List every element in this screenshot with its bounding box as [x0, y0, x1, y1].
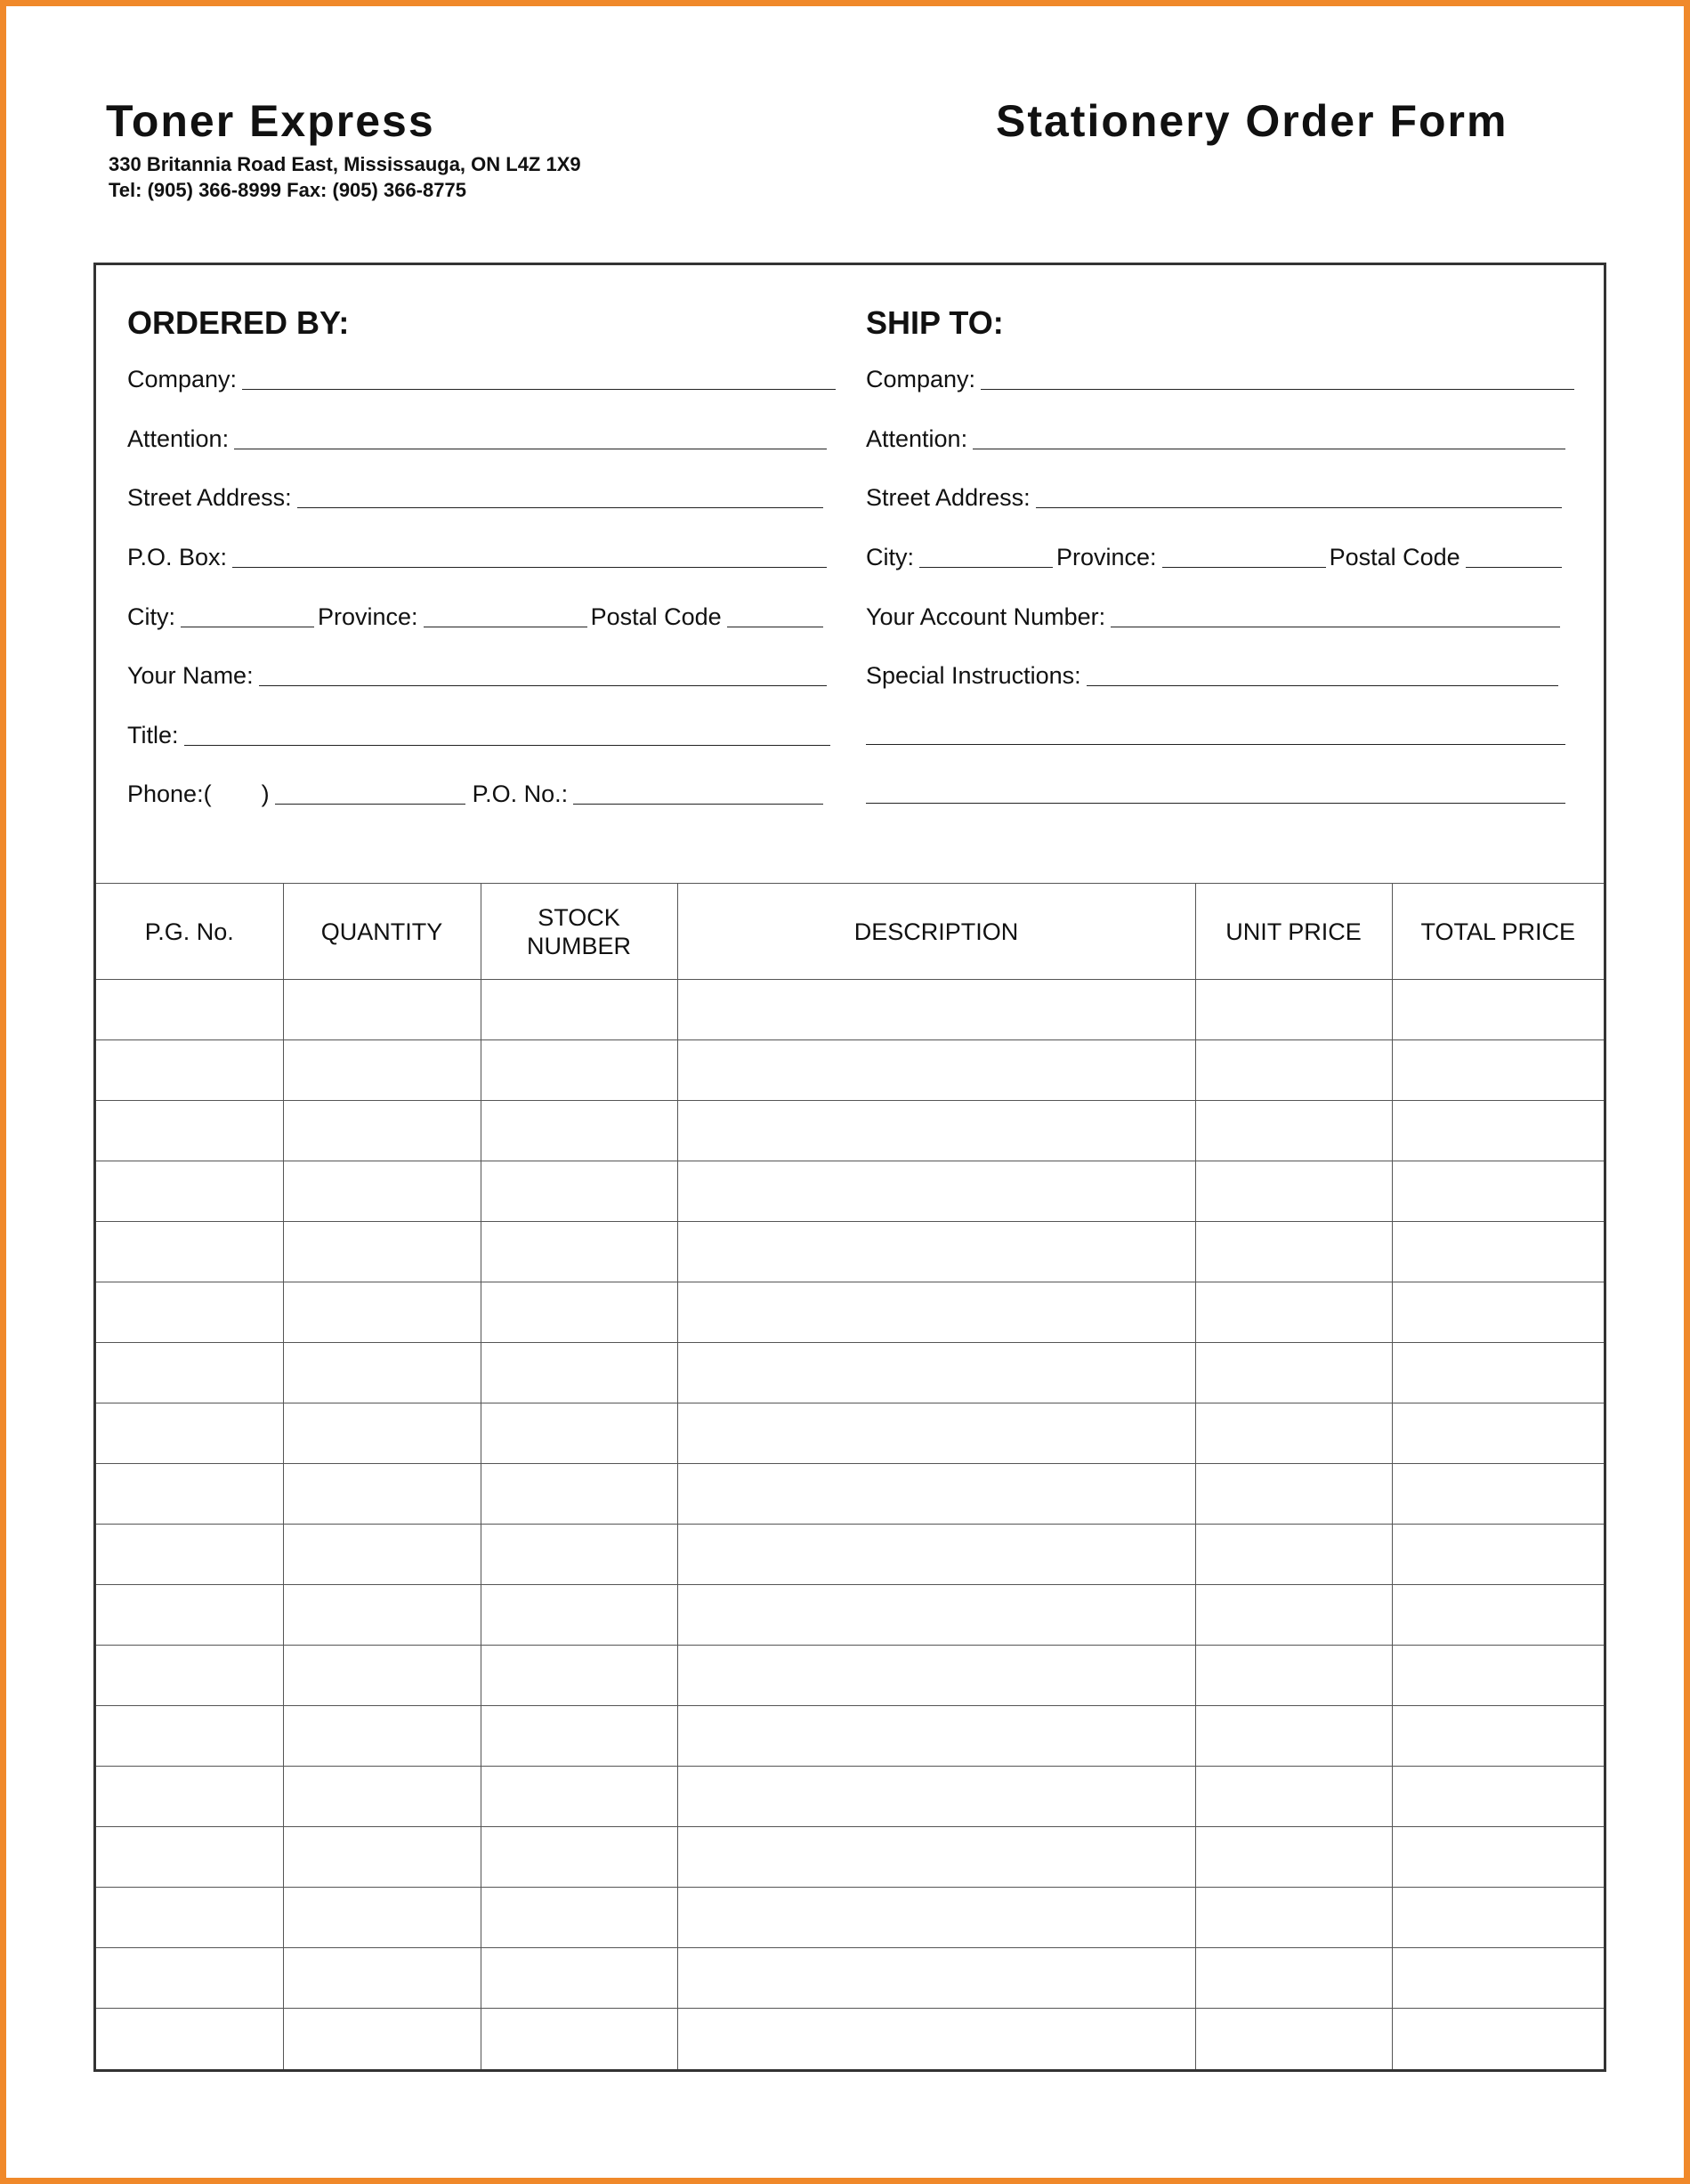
total-price-cell[interactable]: [1392, 1585, 1604, 1646]
pg-no-cell[interactable]: [96, 1403, 283, 1464]
unit-price-cell[interactable]: [1195, 1646, 1392, 1706]
pg-no-cell[interactable]: [96, 2009, 283, 2069]
pg-no-cell[interactable]: [96, 1343, 283, 1403]
table-row: [96, 1343, 1604, 1403]
description-cell[interactable]: [677, 1343, 1195, 1403]
pg-no-cell[interactable]: [96, 1948, 283, 2009]
pg-no-cell[interactable]: [96, 980, 283, 1040]
total-price-cell[interactable]: [1392, 1525, 1604, 1585]
quantity-cell[interactable]: [283, 1706, 481, 1767]
stock-number-cell[interactable]: [481, 1767, 677, 1827]
ordered-by-phone-input[interactable]: [275, 804, 465, 805]
total-price-cell[interactable]: [1392, 1706, 1604, 1767]
field-label: Company:: [866, 366, 976, 392]
ship-to-account-field[interactable]: [866, 599, 1564, 631]
stock-number-cell[interactable]: [481, 1282, 677, 1343]
stock-number-cell[interactable]: [481, 1525, 677, 1585]
pg-no-cell[interactable]: [96, 1646, 283, 1706]
stock-number-cell[interactable]: [481, 980, 677, 1040]
quantity-cell[interactable]: [283, 1767, 481, 1827]
column-header-stock-number: STOCK NUMBER: [481, 884, 677, 980]
pg-no-cell[interactable]: [96, 1585, 283, 1646]
unit-price-cell[interactable]: [1195, 2009, 1392, 2069]
description-cell[interactable]: [677, 1827, 1195, 1888]
stock-number-cell[interactable]: [481, 1888, 677, 1948]
quantity-cell[interactable]: [283, 1282, 481, 1343]
table-row: [96, 1525, 1604, 1585]
stock-number-cell[interactable]: [481, 1222, 677, 1282]
ship-to-instructions-field[interactable]: [866, 658, 1562, 690]
description-cell[interactable]: [677, 1525, 1195, 1585]
column-header-description: DESCRIPTION: [677, 884, 1195, 980]
field-label: Phone:(: [127, 781, 212, 807]
field-label: Street Address:: [866, 484, 1031, 511]
total-price-cell[interactable]: [1392, 1827, 1604, 1888]
table-row: [96, 1222, 1604, 1282]
field-label: Your Account Number:: [866, 603, 1106, 630]
ship-to-postal-input[interactable]: [1466, 567, 1562, 568]
unit-price-cell[interactable]: [1195, 1585, 1392, 1646]
ordered-by-pobox-input[interactable]: [232, 567, 827, 568]
table-row: [96, 1767, 1604, 1827]
description-cell[interactable]: [677, 1222, 1195, 1282]
field-label: Attention:: [866, 425, 968, 452]
column-header-quantity: QUANTITY: [283, 884, 481, 980]
field-label: Province:: [1056, 544, 1157, 570]
table-row: [96, 1040, 1604, 1101]
description-cell[interactable]: [677, 980, 1195, 1040]
total-price-cell[interactable]: [1392, 980, 1604, 1040]
stock-number-cell[interactable]: [481, 1827, 677, 1888]
unit-price-cell[interactable]: [1195, 1222, 1392, 1282]
total-price-cell[interactable]: [1392, 1888, 1604, 1948]
quantity-cell[interactable]: [283, 1040, 481, 1101]
unit-price-cell[interactable]: [1195, 1706, 1392, 1767]
ship-to-company-input[interactable]: [981, 389, 1574, 390]
unit-price-cell[interactable]: [1195, 1464, 1392, 1525]
unit-price-cell[interactable]: [1195, 980, 1392, 1040]
pg-no-cell[interactable]: [96, 1222, 283, 1282]
table-header-row: [96, 884, 1604, 980]
description-cell[interactable]: [677, 1161, 1195, 1222]
ordered-by-po-number-input[interactable]: [573, 804, 823, 805]
order-items-table: [96, 883, 1604, 2069]
description-cell[interactable]: [677, 1101, 1195, 1161]
description-cell[interactable]: [677, 1948, 1195, 2009]
table-row: [96, 1464, 1604, 1525]
column-header-pg-no: P.G. No.: [96, 884, 283, 980]
unit-price-cell[interactable]: [1195, 1525, 1392, 1585]
ship-to-city-input[interactable]: [919, 567, 1053, 568]
order-form-frame: [93, 263, 1606, 2072]
stock-number-cell[interactable]: [481, 1646, 677, 1706]
quantity-cell[interactable]: [283, 2009, 481, 2069]
pg-no-cell[interactable]: [96, 1040, 283, 1101]
ship-to-instructions-line-2[interactable]: [866, 744, 1565, 745]
stock-number-cell[interactable]: [481, 1161, 677, 1222]
quantity-cell[interactable]: [283, 1403, 481, 1464]
ordered-by-pobox-field[interactable]: [127, 539, 830, 571]
ordered-by-street-field[interactable]: [127, 480, 827, 512]
company-address: 330 Britannia Road East, Mississauga, ON L4Z 1X9: [109, 153, 581, 175]
quantity-cell[interactable]: [283, 1888, 481, 1948]
field-label: Special Instructions:: [866, 662, 1081, 689]
table-row: [96, 980, 1604, 1040]
ship-to-city-province-postal-field[interactable]: [866, 539, 1565, 571]
unit-price-cell[interactable]: [1195, 1827, 1392, 1888]
stock-number-cell[interactable]: [481, 1343, 677, 1403]
description-cell[interactable]: [677, 1282, 1195, 1343]
field-label: Postal Code: [1329, 544, 1460, 570]
table-row: [96, 1706, 1604, 1767]
ordered-by-company-field[interactable]: [127, 361, 839, 393]
description-cell[interactable]: [677, 2009, 1195, 2069]
table-row: [96, 2009, 1604, 2069]
company-name: Toner Express: [106, 96, 435, 146]
stock-number-cell[interactable]: [481, 1040, 677, 1101]
total-price-cell[interactable]: [1392, 1222, 1604, 1282]
ordered-by-phone-po-field[interactable]: [127, 776, 827, 808]
ordered-by-name-field[interactable]: [127, 658, 830, 690]
pg-no-cell[interactable]: [96, 1706, 283, 1767]
ship-to-province-input[interactable]: [1162, 567, 1326, 568]
ordered-by-company-input[interactable]: [242, 389, 836, 390]
table-row: [96, 1827, 1604, 1888]
total-price-cell[interactable]: [1392, 1161, 1604, 1222]
description-cell[interactable]: [677, 1706, 1195, 1767]
field-label: Province:: [318, 603, 418, 630]
pg-no-cell[interactable]: [96, 1525, 283, 1585]
unit-price-cell[interactable]: [1195, 1161, 1392, 1222]
description-cell[interactable]: [677, 1585, 1195, 1646]
unit-price-cell[interactable]: [1195, 1767, 1392, 1827]
quantity-cell[interactable]: [283, 1646, 481, 1706]
field-label: City:: [127, 603, 175, 630]
form-title: Stationery Order Form: [996, 96, 1508, 146]
quantity-cell[interactable]: [283, 1222, 481, 1282]
unit-price-cell[interactable]: [1195, 1948, 1392, 2009]
quantity-cell[interactable]: [283, 1161, 481, 1222]
description-cell[interactable]: [677, 1040, 1195, 1101]
quantity-cell[interactable]: [283, 1585, 481, 1646]
total-price-cell[interactable]: [1392, 1343, 1604, 1403]
stock-number-cell[interactable]: [481, 1706, 677, 1767]
table-row: [96, 1161, 1604, 1222]
table-row: [96, 1585, 1604, 1646]
stock-number-cell[interactable]: [481, 2009, 677, 2069]
quantity-cell[interactable]: [283, 1948, 481, 2009]
field-label: Street Address:: [127, 484, 292, 511]
total-price-cell[interactable]: [1392, 1040, 1604, 1101]
total-price-cell[interactable]: [1392, 1403, 1604, 1464]
order-items-body: [96, 980, 1604, 2069]
column-header-total-price: TOTAL PRICE: [1392, 884, 1604, 980]
field-label: Your Name:: [127, 662, 254, 689]
total-price-cell[interactable]: [1392, 1767, 1604, 1827]
ordered-by-attention-field[interactable]: [127, 421, 830, 453]
field-label: Company:: [127, 366, 238, 392]
description-cell[interactable]: [677, 1767, 1195, 1827]
description-cell[interactable]: [677, 1464, 1195, 1525]
table-row: [96, 1282, 1604, 1343]
total-price-cell[interactable]: [1392, 1948, 1604, 2009]
ordered-by-name-input[interactable]: [259, 685, 827, 686]
field-label: Title:: [127, 722, 179, 748]
unit-price-cell[interactable]: [1195, 1343, 1392, 1403]
ship-to-street-input[interactable]: [1036, 507, 1562, 508]
stock-number-cell[interactable]: [481, 1403, 677, 1464]
description-cell[interactable]: [677, 1888, 1195, 1948]
total-price-cell[interactable]: [1392, 1464, 1604, 1525]
company-contact: Tel: (905) 366-8999 Fax: (905) 366-8775: [109, 179, 466, 201]
unit-price-cell[interactable]: [1195, 1888, 1392, 1948]
pg-no-cell[interactable]: [96, 1888, 283, 1948]
ordered-by-street-input[interactable]: [297, 507, 823, 508]
stock-number-cell[interactable]: [481, 1948, 677, 2009]
field-label: Attention:: [127, 425, 230, 452]
ship-to-street-field[interactable]: [866, 480, 1565, 512]
total-price-cell[interactable]: [1392, 1646, 1604, 1706]
quantity-cell[interactable]: [283, 1827, 481, 1888]
total-price-cell[interactable]: [1392, 1101, 1604, 1161]
stock-number-cell[interactable]: [481, 1101, 677, 1161]
ship-to-instructions-input[interactable]: [1087, 685, 1558, 686]
description-cell[interactable]: [677, 1403, 1195, 1464]
quantity-cell[interactable]: [283, 1464, 481, 1525]
pg-no-cell[interactable]: [96, 1827, 283, 1888]
pg-no-cell[interactable]: [96, 1464, 283, 1525]
unit-price-cell[interactable]: [1195, 1040, 1392, 1101]
quantity-cell[interactable]: [283, 1101, 481, 1161]
total-price-cell[interactable]: [1392, 2009, 1604, 2069]
quantity-cell[interactable]: [283, 1525, 481, 1585]
total-price-cell[interactable]: [1392, 1282, 1604, 1343]
stock-number-cell[interactable]: [481, 1464, 677, 1525]
column-header-unit-price: UNIT PRICE: [1195, 884, 1392, 980]
ordered-by-title-input[interactable]: [184, 745, 830, 746]
pg-no-cell[interactable]: [96, 1101, 283, 1161]
table-row: [96, 1646, 1604, 1706]
ship-to-attention-field[interactable]: [866, 421, 1569, 453]
table-row: [96, 1948, 1604, 2009]
stock-number-cell[interactable]: [481, 1585, 677, 1646]
field-label: Postal Code: [590, 603, 722, 630]
unit-price-cell[interactable]: [1195, 1101, 1392, 1161]
quantity-cell[interactable]: [283, 1343, 481, 1403]
field-label: P.O. No.:: [472, 781, 569, 807]
field-label: ): [261, 781, 270, 807]
quantity-cell[interactable]: [283, 980, 481, 1040]
pg-no-cell[interactable]: [96, 1282, 283, 1343]
description-cell[interactable]: [677, 1646, 1195, 1706]
unit-price-cell[interactable]: [1195, 1282, 1392, 1343]
table-row: [96, 1101, 1604, 1161]
ordered-by-heading: ORDERED BY:: [127, 304, 350, 341]
ordered-by-title-field[interactable]: [127, 717, 834, 749]
field-label: P.O. Box:: [127, 544, 228, 570]
pg-no-cell[interactable]: [96, 1161, 283, 1222]
ship-to-instructions-line-3[interactable]: [866, 803, 1565, 804]
table-row: [96, 1888, 1604, 1948]
ordered-by-city-province-postal-field[interactable]: [127, 599, 827, 631]
field-label: City:: [866, 544, 914, 570]
table-row: [96, 1403, 1604, 1464]
ship-to-heading: SHIP TO:: [866, 304, 1004, 341]
pg-no-cell[interactable]: [96, 1767, 283, 1827]
unit-price-cell[interactable]: [1195, 1403, 1392, 1464]
ship-to-company-field[interactable]: [866, 361, 1578, 393]
